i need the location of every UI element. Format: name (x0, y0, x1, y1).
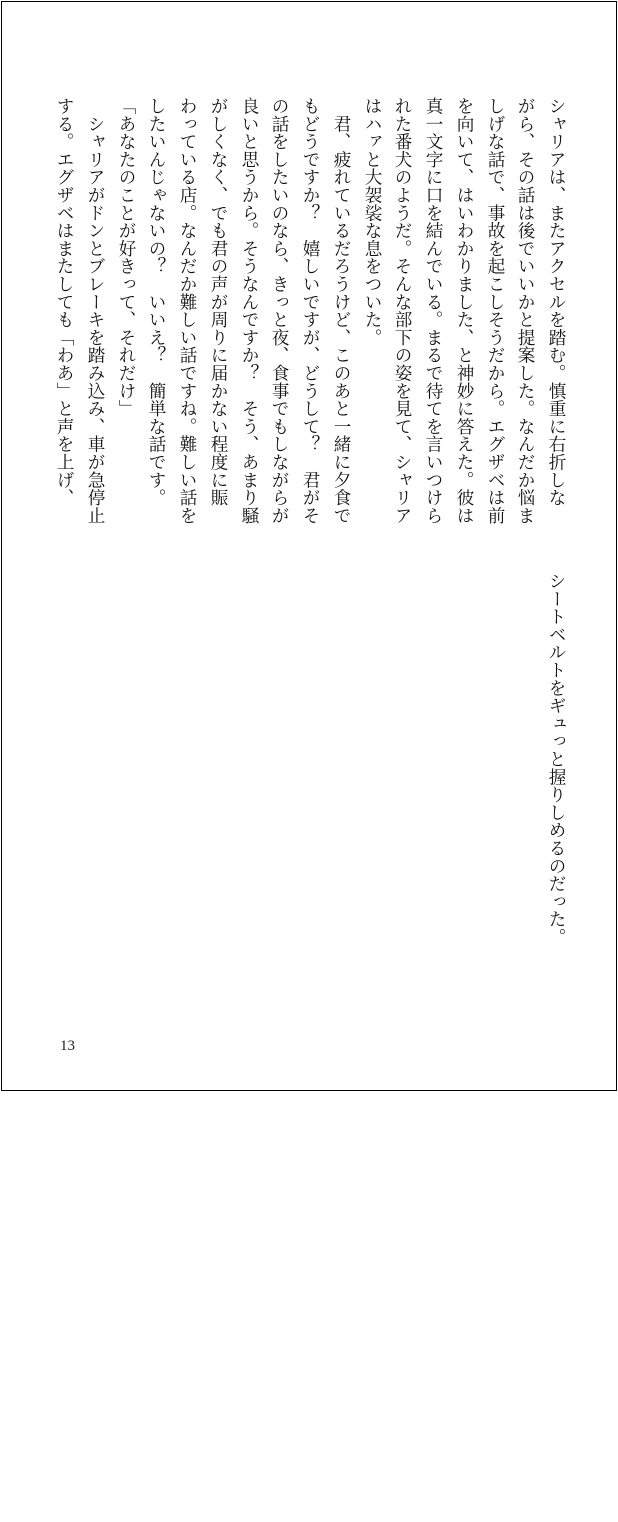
text-line: 君、疲れているだろうけど、このあと一緒に夕食で (331, 97, 351, 525)
text-line: したいんじゃないの？ いいえ？ 簡単な話です。 (146, 97, 166, 507)
text-line: れた番犬のようだ。そんな部下の姿を見て、シャリア (392, 97, 412, 525)
text-line: 良いと思うから。そうなんですか？ そう、あまり騒 (239, 97, 259, 525)
text-line: シートベルトをギュっと握りしめるのだった。 (546, 572, 566, 946)
text-line: もどうですか？ 嬉しいですが、どうして？ 君がそ (300, 97, 320, 525)
text-line: する。エグザベはまたしても「わあ」と声を上げ、 (54, 97, 74, 507)
text-line: はハァと大袈裟な息をついた。 (362, 97, 382, 347)
text-line: 「あなたのことが好きって、それだけ」 (116, 97, 136, 418)
book-page (1, 1, 617, 1091)
page-number: 13 (60, 1038, 75, 1054)
text-line: 真一文字に口を結んでいる。まるで待てを言いつけら (423, 97, 443, 525)
text-line: がしくなく、でも君の声が周りに届かない程度に賑 (208, 97, 228, 507)
text-line: わっている店。なんだか難しい話ですね。難しい話を (177, 97, 197, 525)
text-line: がら、その話は後でいいかと提案した。なんだか悩ま (515, 97, 535, 525)
text-line: シャリアがドンとブレーキを踏み込み、車が急停止 (85, 97, 105, 525)
text-line: シャリアは、またアクセルを踏む。慎重に右折しな (546, 97, 566, 507)
text-line: しげな話で、事故を起こしそうだから。エグザベは前 (485, 97, 505, 525)
text-line: の話をしたいのなら、きっと夜、食事でもしながらが (269, 97, 289, 525)
text-line: を向いて、はいわかりました、と神妙に答えた。彼は (454, 97, 474, 525)
